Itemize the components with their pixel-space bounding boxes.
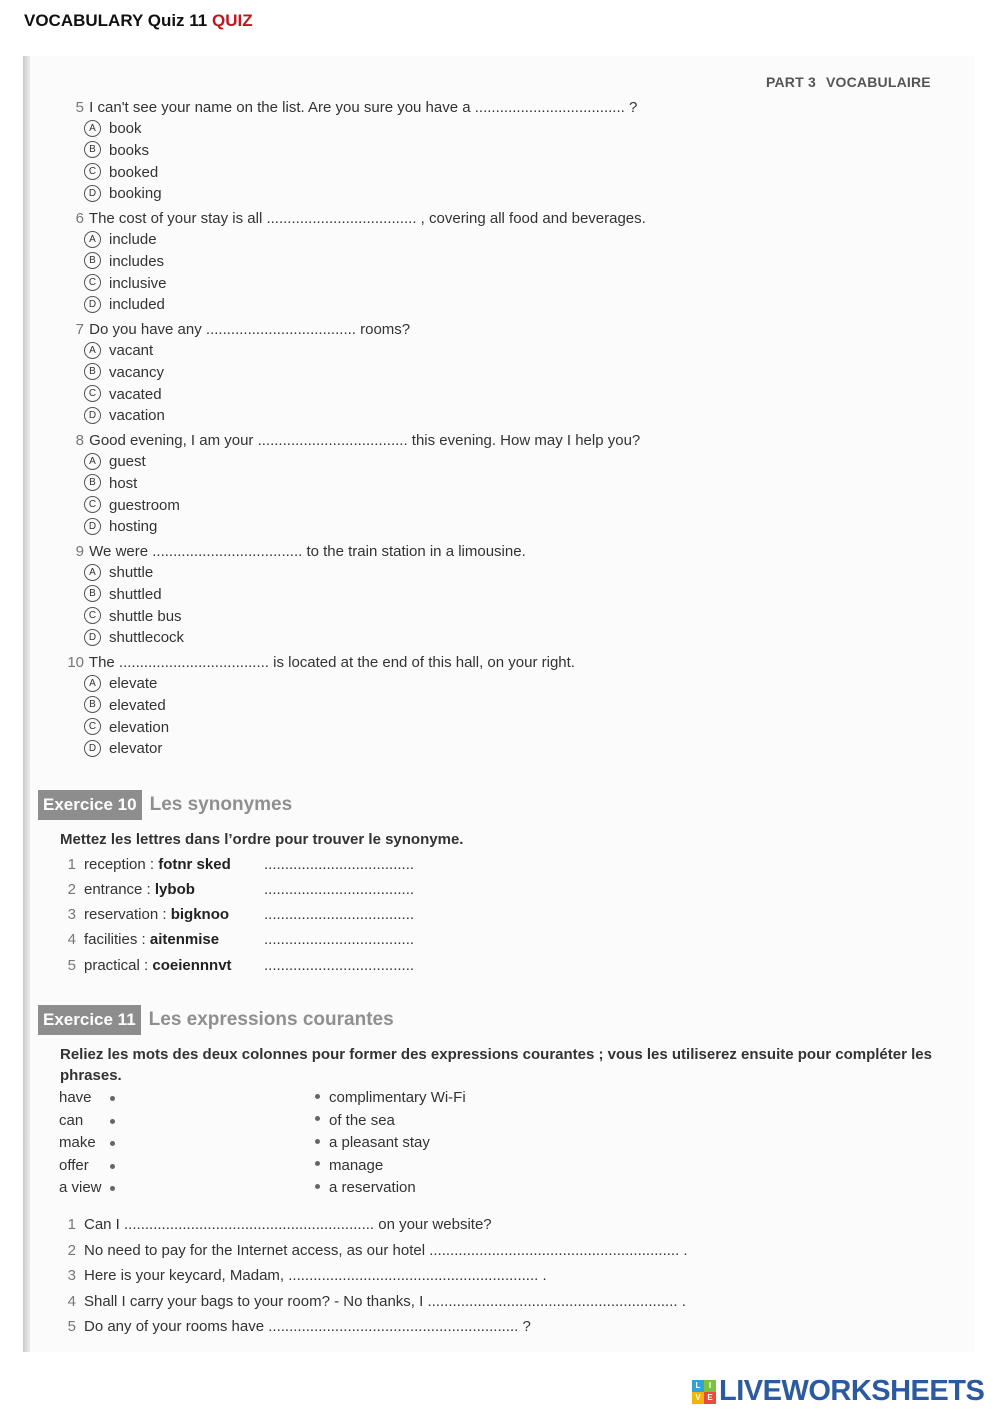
logo-mark-cell: I (704, 1380, 716, 1392)
option-letter-circle: B (84, 252, 101, 269)
match-dot[interactable] (315, 1184, 320, 1189)
option-d[interactable]: D hosting (84, 516, 180, 538)
question-7: 7 Do you have any .................................... rooms? (75, 321, 411, 338)
option-a[interactable]: A include (84, 229, 167, 251)
option-letter-circle: A (84, 564, 101, 581)
answer-blank[interactable]: .................................... (264, 931, 415, 948)
scan-edge-shadow (23, 56, 30, 1352)
option-c[interactable]: C vacated (84, 384, 165, 406)
question-text: The cost of your stay is all .................................... , covering all food and beverages. (88, 210, 646, 227)
option-letter-circle: A (84, 120, 101, 137)
option-d[interactable]: D vacation (84, 405, 165, 427)
option-d[interactable]: D elevator (84, 738, 169, 760)
option-b[interactable]: B includes (84, 251, 167, 273)
option-c[interactable]: C inclusive (84, 273, 167, 295)
part-label: PART 3 VOCABULAIRE (766, 74, 931, 90)
sentence-2: 2 No need to pay for the Internet access, as our hotel ............................................................ . (67, 1242, 688, 1259)
match-right-item[interactable]: a pleasant stay (315, 1132, 466, 1155)
answer-blank[interactable]: .................................... (264, 957, 415, 974)
sentence-5: 5 Do any of your rooms have ............................................................ ? (67, 1318, 531, 1335)
option-letter-circle: B (84, 141, 101, 158)
question-text: Good evening, I am your .................................... this evening. How may I help you? (89, 432, 641, 449)
question-text: I can't see your name on the list. Are you sure you have a .................................... ? (89, 99, 638, 116)
option-a[interactable]: A book (84, 118, 162, 140)
match-right-item[interactable]: manage (315, 1155, 466, 1178)
scrambled-word: coeiennnvt (152, 957, 232, 974)
option-letter-circle: A (84, 231, 101, 248)
option-letter-circle: B (84, 585, 101, 602)
match-dot[interactable] (110, 1186, 115, 1191)
sentence-4: 4 Shall I carry your bags to your room? - No thanks, I ............................................................ . (67, 1293, 686, 1310)
scrambled-word: fotnr sked (158, 856, 231, 873)
exercise-11-instruction: Reliez les mots des deux colonnes pour former des expressions courantes ; vous les utiliserez ensuite pour compléter les phrases. (60, 1046, 932, 1084)
match-right-item[interactable]: complimentary Wi-Fi (315, 1087, 466, 1110)
option-letter-circle: D (84, 296, 101, 313)
scrambled-word: lybob (154, 881, 195, 898)
question-10: 10 The .................................... is located at the end of this hall, on your right. (67, 654, 575, 671)
match-dot[interactable] (110, 1096, 115, 1101)
option-letter-circle: A (84, 342, 101, 359)
match-dot[interactable] (315, 1116, 320, 1121)
option-letter-circle: B (84, 363, 101, 380)
option-letter-circle: C (84, 718, 101, 735)
answer-blank[interactable]: .................................... (264, 906, 415, 923)
exercise-10-instruction: Mettez les lettres dans l’ordre pour trouver le synonyme. (60, 831, 464, 848)
option-letter-circle: A (84, 675, 101, 692)
option-c[interactable]: C elevation (84, 717, 169, 739)
logo-mark-icon (692, 1380, 716, 1404)
option-b[interactable]: B elevated (84, 695, 169, 717)
option-b[interactable]: B books (84, 140, 162, 162)
question-7-options (84, 340, 165, 427)
match-dot[interactable] (110, 1141, 115, 1146)
match-left-item[interactable]: make (59, 1132, 129, 1155)
option-letter-circle: A (84, 453, 101, 470)
question-6-options (84, 229, 167, 316)
option-letter-circle: C (84, 496, 101, 513)
answer-blank[interactable]: .................................... (264, 856, 415, 873)
match-dot[interactable] (315, 1161, 320, 1166)
synonym-item-5: 5 practical : coeiennnvt .................................... (60, 954, 232, 978)
exercise-title: Les synonymes (149, 794, 293, 815)
option-c[interactable]: C booked (84, 162, 162, 184)
option-letter-circle: D (84, 629, 101, 646)
question-9-options (84, 562, 184, 649)
match-right-item[interactable]: a reservation (315, 1177, 466, 1200)
matching-right-column (315, 1087, 466, 1200)
match-left-item[interactable]: offer (59, 1155, 129, 1178)
sentence-3: 3 Here is your keycard, Madam, ............................................................ . (67, 1267, 547, 1284)
logo-mark-cell: V (692, 1392, 704, 1404)
exercise-title: Les expressions courantes (148, 1009, 394, 1030)
option-letter-circle: C (84, 385, 101, 402)
option-letter-circle: C (84, 274, 101, 291)
exercise-badge: Exercice 11 (38, 1005, 141, 1035)
question-10-options (84, 673, 169, 760)
question-5-options (84, 118, 162, 205)
option-d[interactable]: D booking (84, 183, 162, 205)
option-letter-circle: C (84, 163, 101, 180)
option-letter-circle: C (84, 607, 101, 624)
page-title: VOCABULARY Quiz 11 QUIZ (24, 11, 253, 30)
match-left-item[interactable]: have (59, 1087, 129, 1110)
logo-mark-cell: E (704, 1392, 716, 1404)
match-left-item[interactable]: can (59, 1110, 129, 1133)
match-dot[interactable] (315, 1094, 320, 1099)
option-letter-circle: B (84, 474, 101, 491)
option-b[interactable]: B host (84, 473, 180, 495)
question-text: We were .................................... to the train station in a limousine. (89, 543, 526, 560)
option-a[interactable]: A guest (84, 451, 180, 473)
match-right-item[interactable]: of the sea (315, 1110, 466, 1133)
question-text: Do you have any .................................... rooms? (89, 321, 411, 338)
synonym-item-1: 1 reception : fotnr sked .................................... (60, 853, 231, 877)
quiz-label: QUIZ (212, 11, 253, 30)
option-letter-circle: D (84, 518, 101, 535)
match-dot[interactable] (110, 1119, 115, 1124)
match-left-item[interactable]: a view (59, 1177, 129, 1200)
match-dot[interactable] (110, 1164, 115, 1169)
option-c[interactable]: C guestroom (84, 495, 180, 517)
matching-left-column (59, 1087, 129, 1200)
exercise-10-header (38, 790, 292, 820)
liveworksheets-logo (692, 1375, 984, 1408)
option-b[interactable]: B vacancy (84, 362, 165, 384)
match-dot[interactable] (315, 1139, 320, 1144)
question-8: 8 Good evening, I am your .................................... this evening. How may I help you? (75, 432, 641, 449)
question-text: The .................................... is located at the end of this hall, on your right. (88, 654, 575, 671)
question-5: 5 I can't see your name on the list. Are you sure you have a .................................... ? (75, 99, 638, 116)
sentence-1: 1 Can I ............................................................ on your website? (67, 1216, 492, 1233)
answer-blank[interactable]: .................................... (264, 881, 415, 898)
question-8-options (84, 451, 180, 538)
option-letter-circle: D (84, 407, 101, 424)
exercise-11-header (38, 1005, 394, 1035)
option-a[interactable]: A elevate (84, 673, 169, 695)
scrambled-word: bigknoo (170, 906, 230, 923)
option-letter-circle: B (84, 696, 101, 713)
option-letter-circle: D (84, 185, 101, 202)
option-b[interactable]: B shuttled (84, 584, 184, 606)
question-6: 6 The cost of your stay is all .................................... , covering all food and beverages. (75, 210, 646, 227)
scrambled-word: aitenmise (149, 931, 220, 948)
option-letter-circle: D (84, 740, 101, 757)
option-d[interactable]: D shuttlecock (84, 627, 184, 649)
synonym-item-3: 3 reservation : bigknoo .................................... (60, 903, 229, 927)
question-9: 9 We were .................................... to the train station in a limousine. (75, 543, 526, 560)
exercise-badge: Exercice 10 (38, 790, 142, 820)
synonym-item-4: 4 facilities : aitenmise .................................... (60, 928, 219, 952)
option-a[interactable]: A vacant (84, 340, 165, 362)
option-a[interactable]: A shuttle (84, 562, 184, 584)
logo-mark-cell: L (692, 1380, 704, 1392)
option-d[interactable]: D included (84, 294, 167, 316)
synonym-item-2: 2 entrance : lybob .................................... (60, 878, 195, 902)
logo-text: LIVEWORKSHEETS (719, 1375, 985, 1407)
option-c[interactable]: C shuttle bus (84, 606, 184, 628)
